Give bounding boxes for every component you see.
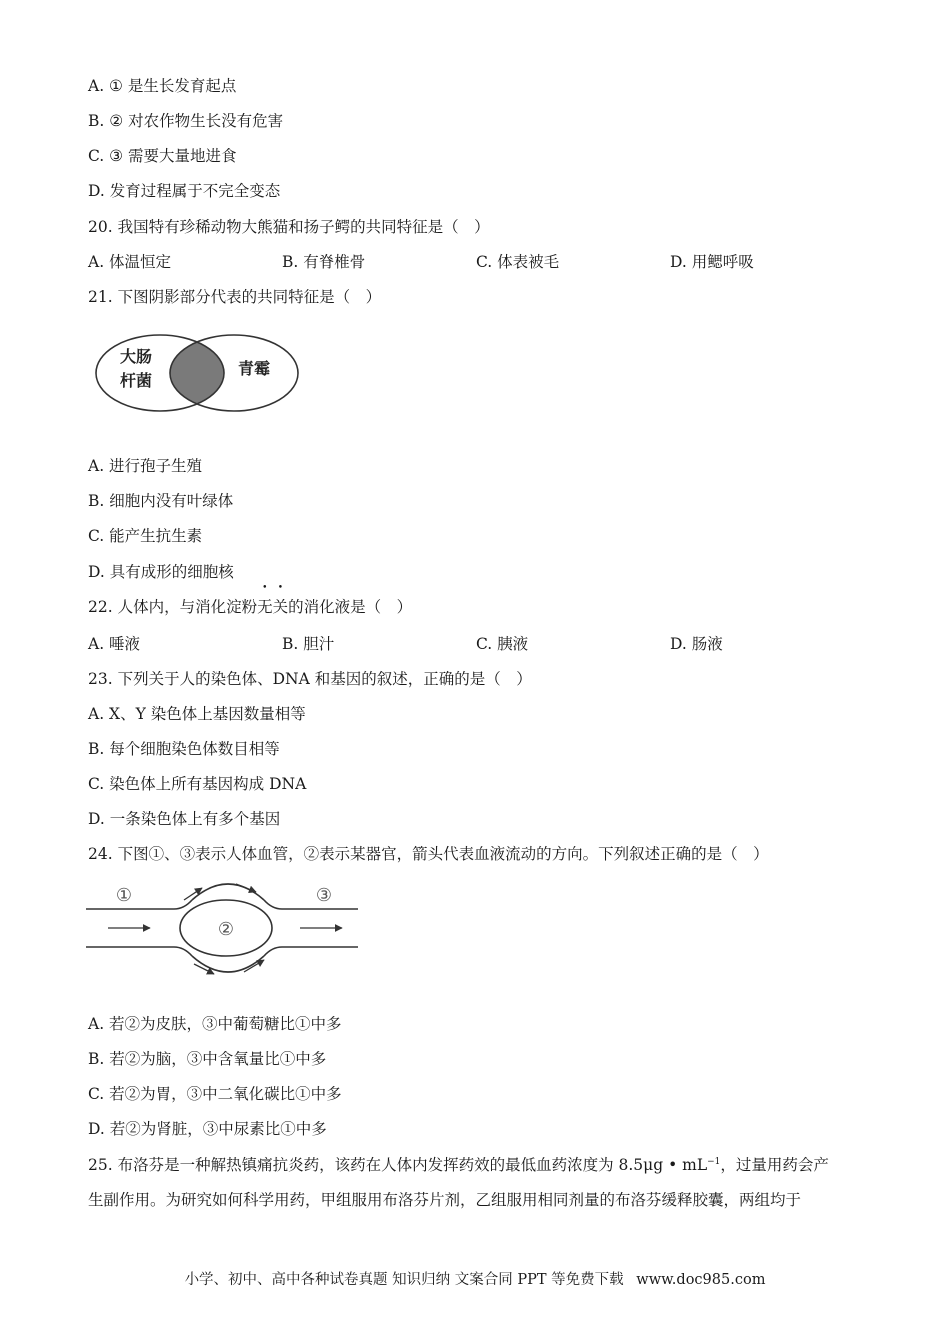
q22-emphasis-2: 关 xyxy=(272,598,289,616)
q25-line-1-pre: 25. 布洛芬是一种解热镇痛抗炎药，该药在人体内发挥药效的最低血药浓度为 8.5μg • mL xyxy=(88,1156,708,1174)
q22-option-b: B. 胆汁 xyxy=(282,635,335,653)
q22-emphasis-1: 无 xyxy=(257,598,273,616)
flow-arrow-bottom-2 xyxy=(244,960,264,972)
q20-option-c: C. 体表被毛 xyxy=(476,253,560,271)
footer-url[interactable]: www.doc985.com xyxy=(636,1272,766,1288)
footer-text: 小学、初中、高中各种试卷真题 知识归纳 文案合同 PPT 等免费下载 xyxy=(184,1272,624,1288)
q22-stem-pre: 22. 人体内，与消化淀粉 xyxy=(88,598,258,616)
q19-option-a: A. ① 是生长发育起点 xyxy=(88,77,237,95)
venn-right-label: 青霉 xyxy=(237,359,271,378)
q22-option-c: C. 胰液 xyxy=(476,635,529,653)
q19-option-d: D. 发育过程属于不完全变态 xyxy=(88,182,281,200)
blood-flow-diagram xyxy=(84,876,364,986)
label-vessel-3: ③ xyxy=(315,885,333,906)
q23-stem: 23. 下列关于人的染色体、DNA 和基因的叙述，正确的是（ ） xyxy=(88,670,532,688)
q20-option-a: A. 体温恒定 xyxy=(88,253,172,271)
venn-diagram xyxy=(94,332,300,414)
organ-outer-top xyxy=(192,884,264,900)
q22-option-d: D. 肠液 xyxy=(670,635,723,653)
label-vessel-1: ① xyxy=(115,885,133,906)
organ-outer-bottom xyxy=(192,956,264,972)
q25-line-1 xyxy=(88,1155,829,1175)
q20-option-b: B. 有脊椎骨 xyxy=(282,253,366,271)
q24-option-d: D. 若②为肾脏，③中尿素比①中多 xyxy=(88,1120,327,1138)
label-organ-2: ② xyxy=(217,919,235,940)
q24-option-c: C. 若②为胃，③中二氧化碳比①中多 xyxy=(88,1085,342,1103)
q21-stem: 21. 下图阴影部分代表的共同特征是（ ） xyxy=(88,288,382,306)
q21-option-d: D. 具有成形的细胞核 xyxy=(88,563,234,581)
vessel-1-bottom xyxy=(86,947,192,956)
venn-left-label-1: 大肠 xyxy=(119,347,153,366)
vessel-3-top xyxy=(264,900,358,909)
q22-stem xyxy=(88,597,412,617)
q23-option-d: D. 一条染色体上有多个基因 xyxy=(88,810,281,828)
q25-line-2: 生副作用。为研究如何科学用药，甲组服用布洛芬片剂，乙组服用相同剂量的布洛芬缓释胶囊，两组均于 xyxy=(88,1191,802,1209)
q19-option-b: B. ② 对农作物生长没有危害 xyxy=(88,112,284,130)
q25-unit-exponent: −1 xyxy=(707,1156,721,1167)
q20-option-d: D. 用鳃呼吸 xyxy=(670,253,754,271)
q24-option-b: B. 若②为脑，③中含氧量比①中多 xyxy=(88,1050,327,1068)
flow-arrow-top-2 xyxy=(236,884,256,892)
page-footer xyxy=(0,1271,950,1289)
q20-stem: 20. 我国特有珍稀动物大熊猫和扬子鳄的共同特征是（ ） xyxy=(88,218,490,236)
q24-option-a: A. 若②为皮肤，③中葡萄糖比①中多 xyxy=(88,1015,342,1033)
q21-option-c: C. 能产生抗生素 xyxy=(88,527,203,545)
q24-stem: 24. 下图①、③表示人体血管，②表示某器官，箭头代表血液流动的方向。下列叙述正确的是（ ） xyxy=(88,845,769,863)
vessel-1-top xyxy=(86,900,192,909)
q23-option-b: B. 每个细胞染色体数目相等 xyxy=(88,740,280,758)
q23-option-a: A. X、Y 染色体上基因数量相等 xyxy=(88,705,306,723)
q22-option-a: A. 唾液 xyxy=(88,635,141,653)
q25-line-1-post: ，过量用药会产 xyxy=(720,1156,829,1174)
q19-option-c: C. ③ 需要大量地进食 xyxy=(88,147,237,165)
q23-option-c: C. 染色体上所有基因构成 DNA xyxy=(88,775,307,793)
venn-left-label-2: 杆菌 xyxy=(119,371,153,390)
q21-option-a: A. 进行孢子生殖 xyxy=(88,457,203,475)
q21-option-b: B. 细胞内没有叶绿体 xyxy=(88,492,234,510)
q22-stem-post: 的消化液是（ ） xyxy=(288,598,413,616)
vessel-3-bottom xyxy=(264,947,358,956)
